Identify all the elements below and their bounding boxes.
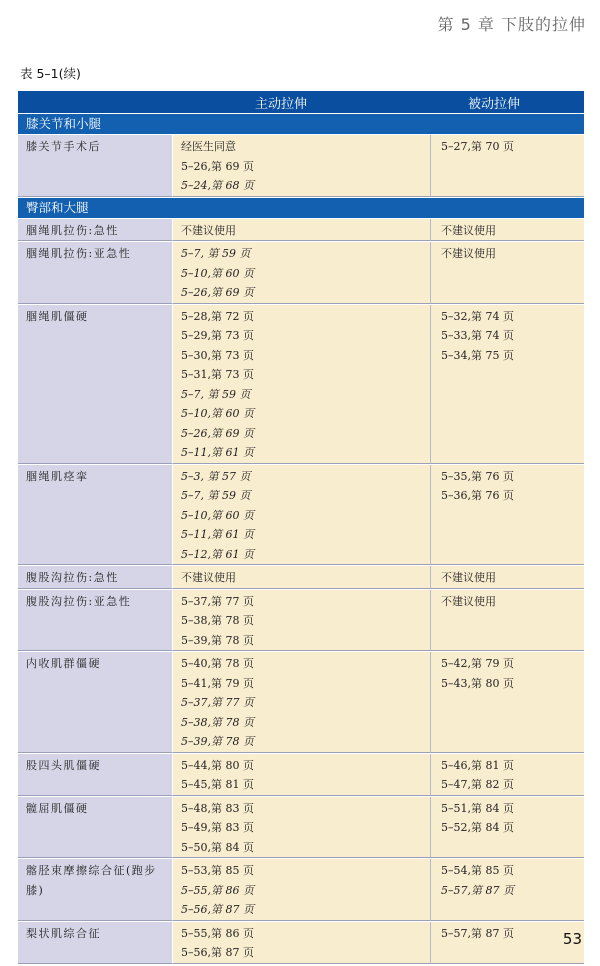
stretch-reference: 5–49,第 83 页 xyxy=(181,821,254,834)
stretch-reference: 5–7, 第 59 页 xyxy=(181,247,251,260)
stretch-reference: 不建议使用 xyxy=(441,571,496,584)
passive-stretch-cell xyxy=(430,797,584,859)
condition-cell: 腹股沟拉伤:亚急性 xyxy=(18,590,172,652)
stretch-reference: 5–31,第 73 页 xyxy=(181,368,254,381)
stretch-reference: 5–40,第 78 页 xyxy=(181,657,254,670)
stretch-reference: 5–52,第 84 页 xyxy=(441,821,514,834)
stretch-reference: 5–57,第 87 页 xyxy=(441,883,514,897)
stretch-reference: 5–50,第 84 页 xyxy=(181,840,254,854)
stretch-reference: 5–55,第 86 页 xyxy=(181,926,254,940)
table-row xyxy=(18,589,584,652)
stretch-reference: 5–37,第 77 页 xyxy=(181,696,254,709)
condition-cell: 腘绳肌拉伤:急性 xyxy=(18,219,172,242)
stretch-reference: 5–7, 第 59 页 xyxy=(181,387,251,401)
stretch-reference: 5–10,第 60 页 xyxy=(181,266,254,280)
active-stretch-cell xyxy=(172,566,430,589)
table-row xyxy=(18,218,584,242)
table-row xyxy=(18,565,584,589)
passive-stretch-cell xyxy=(430,922,584,964)
active-stretch-cell xyxy=(172,590,430,652)
stretch-reference: 5–56,第 87 页 xyxy=(181,946,254,959)
table-row xyxy=(18,753,584,796)
condition-cell: 膝关节手术后 xyxy=(18,135,172,197)
table-row xyxy=(18,921,584,964)
stretch-reference: 5–35,第 76 页 xyxy=(441,469,514,483)
stretch-reference: 5–10,第 60 页 xyxy=(181,508,254,522)
stretch-reference: 5–39,第 78 页 xyxy=(181,735,254,748)
stretch-reference: 5–36,第 76 页 xyxy=(441,489,514,502)
stretch-reference: 不建议使用 xyxy=(441,223,496,237)
stretch-reference: 5–24,第 68 页 xyxy=(181,179,254,192)
header-col-passive: 被动拉伸 xyxy=(467,96,520,112)
active-stretch-cell xyxy=(172,305,430,464)
stretch-reference: 5–57,第 87 页 xyxy=(441,926,514,940)
active-stretch-cell xyxy=(172,922,430,964)
stretch-reference: 5–47,第 82 页 xyxy=(441,778,514,791)
table-row xyxy=(18,651,584,753)
table-body xyxy=(18,113,584,964)
condition-cell: 髂胫束摩擦综合征(跑步膝) xyxy=(18,859,172,921)
table-row xyxy=(18,241,584,304)
header-col-active: 主动拉伸 xyxy=(254,96,307,112)
stretch-reference: 5–26,第 69 页 xyxy=(181,286,254,299)
stretch-reference: 5–12,第 61 页 xyxy=(181,547,254,561)
passive-stretch-cell xyxy=(430,566,584,589)
stretch-reference: 不建议使用 xyxy=(441,594,496,608)
stretch-reference: 5–38,第 78 页 xyxy=(181,614,254,627)
stretch-reference: 5–7, 第 59 页 xyxy=(181,489,251,502)
table-caption: 表 5–1(续) xyxy=(20,66,81,81)
table-row xyxy=(18,464,584,566)
condition-cell: 内收肌群僵硬 xyxy=(18,652,172,753)
stretch-reference: 5–11,第 61 页 xyxy=(181,446,254,459)
stretch-reference: 5–41,第 79 页 xyxy=(181,676,254,690)
stretch-reference: 不建议使用 xyxy=(441,247,496,260)
active-stretch-cell xyxy=(172,219,430,242)
active-stretch-cell xyxy=(172,465,430,566)
condition-cell: 腘绳肌拉伤:亚急性 xyxy=(18,242,172,304)
table-row xyxy=(18,858,584,921)
stretch-reference: 5–26,第 69 页 xyxy=(181,426,254,440)
stretch-reference: 5–46,第 81 页 xyxy=(441,758,514,772)
stretch-reference: 5–38,第 78 页 xyxy=(181,715,254,729)
condition-cell: 股四头肌僵硬 xyxy=(18,754,172,796)
passive-stretch-cell xyxy=(430,135,584,197)
active-stretch-cell xyxy=(172,754,430,796)
stretch-reference: 5–42,第 79 页 xyxy=(441,657,514,670)
active-stretch-cell xyxy=(172,135,430,197)
stretch-reference: 5–56,第 87 页 xyxy=(181,903,254,916)
stretch-reference: 5–29,第 73 页 xyxy=(181,329,254,342)
stretch-reference: 5–28,第 72 页 xyxy=(181,309,254,323)
stretch-reference: 不建议使用 xyxy=(181,571,236,584)
condition-cell: 梨状肌综合征 xyxy=(18,922,172,964)
stretch-reference: 5–45,第 81 页 xyxy=(181,778,254,791)
active-stretch-cell xyxy=(172,797,430,859)
active-stretch-cell xyxy=(172,242,430,304)
stretch-reference: 5–27,第 70 页 xyxy=(441,140,514,153)
passive-stretch-cell xyxy=(430,652,584,753)
stretch-reference: 5–48,第 83 页 xyxy=(181,801,254,815)
passive-stretch-cell xyxy=(430,590,584,652)
passive-stretch-cell xyxy=(430,242,584,304)
table-row xyxy=(18,304,584,464)
passive-stretch-cell xyxy=(430,219,584,242)
passive-stretch-cell xyxy=(430,859,584,921)
stretch-reference: 5–3, 第 57 页 xyxy=(181,469,251,483)
condition-cell: 髋屈肌僵硬 xyxy=(18,797,172,859)
table-header xyxy=(18,91,584,113)
stretch-table xyxy=(18,91,584,964)
condition-cell: 腘绳肌僵硬 xyxy=(18,305,172,464)
stretch-reference: 5–51,第 84 页 xyxy=(441,801,514,815)
stretch-reference: 5–32,第 74 页 xyxy=(441,309,514,323)
table-row xyxy=(18,796,584,859)
stretch-reference: 5–34,第 75 页 xyxy=(441,348,514,362)
stretch-reference: 5–44,第 80 页 xyxy=(181,758,254,772)
stretch-reference: 5–39,第 78 页 xyxy=(181,633,254,647)
stretch-reference: 5–37,第 77 页 xyxy=(181,594,254,608)
stretch-reference: 5–54,第 85 页 xyxy=(441,864,514,877)
passive-stretch-cell xyxy=(430,754,584,796)
condition-cell: 腘绳肌痉挛 xyxy=(18,465,172,566)
stretch-reference: 5–11,第 61 页 xyxy=(181,528,254,541)
active-stretch-cell xyxy=(172,859,430,921)
section-header: 膝关节和小腿 xyxy=(18,113,584,134)
stretch-reference: 5–55,第 86 页 xyxy=(181,883,254,897)
stretch-reference: 5–30,第 73 页 xyxy=(181,348,254,362)
stretch-reference: 经医生同意 xyxy=(181,140,236,153)
stretch-reference: 不建议使用 xyxy=(181,223,236,237)
page-number: 53 xyxy=(562,930,582,948)
condition-cell: 腹股沟拉伤:急性 xyxy=(18,566,172,589)
stretch-reference: 5–53,第 85 页 xyxy=(181,864,254,877)
section-header: 臀部和大腿 xyxy=(18,197,584,218)
running-head: 第 5 章 下肢的拉伸 xyxy=(437,15,586,34)
stretch-reference: 5–26,第 69 页 xyxy=(181,159,254,173)
stretch-reference: 5–10,第 60 页 xyxy=(181,407,254,420)
table-row xyxy=(18,134,584,197)
active-stretch-cell xyxy=(172,652,430,753)
stretch-reference: 5–33,第 74 页 xyxy=(441,329,514,342)
passive-stretch-cell xyxy=(430,465,584,566)
stretch-reference: 5–43,第 80 页 xyxy=(441,676,514,690)
passive-stretch-cell xyxy=(430,305,584,464)
